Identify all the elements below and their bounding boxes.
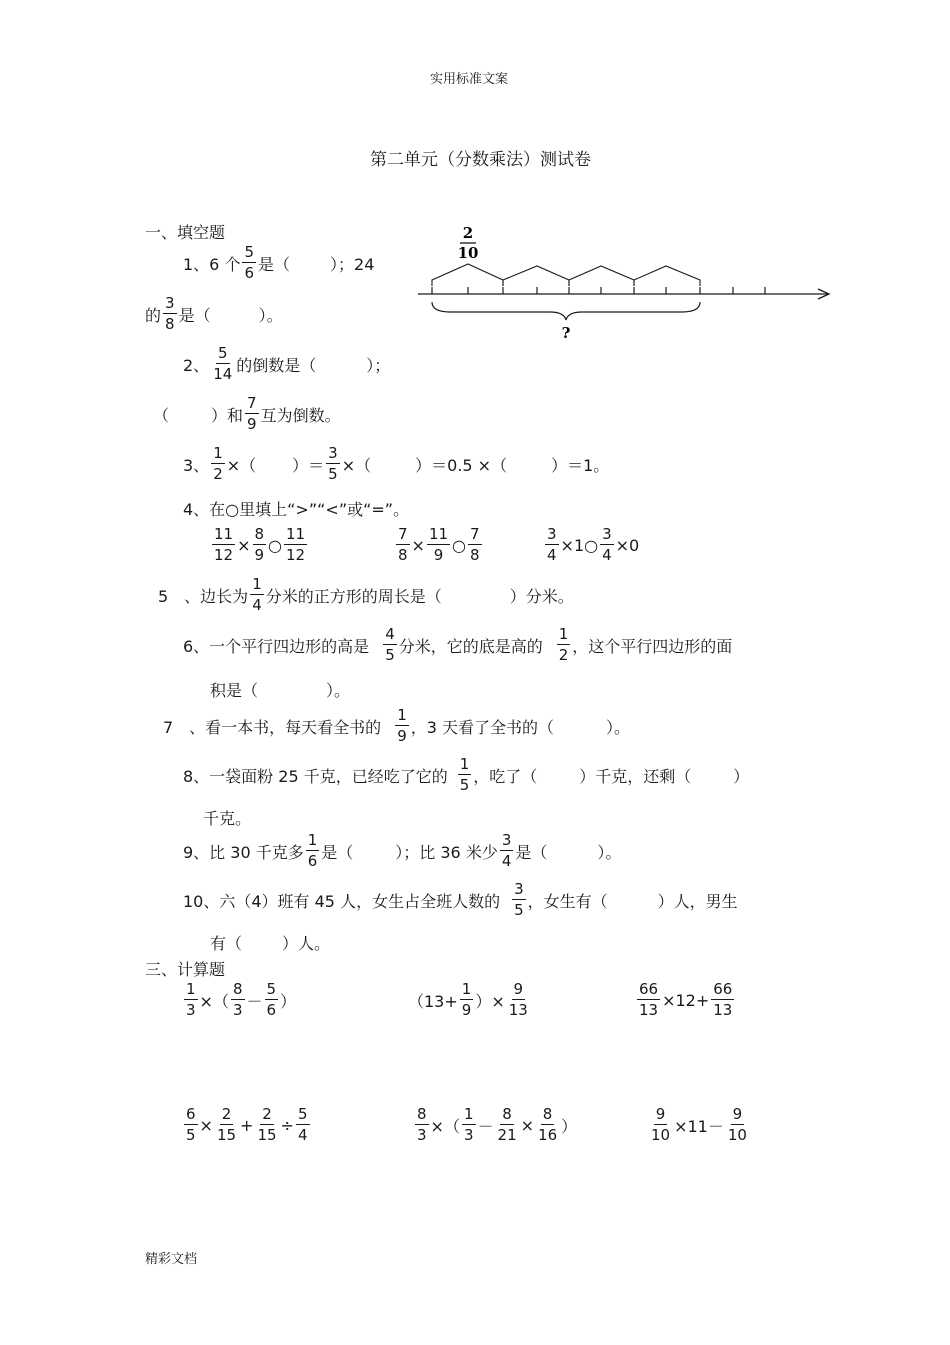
fraction-numerator: 8 [542, 1105, 553, 1123]
number-line-diagram [410, 220, 840, 345]
calc-6: $\frac{9}{10}$ ×11－ $\frac{9}{10}$ [651, 1105, 747, 1144]
fraction-numerator: 1 [213, 444, 223, 462]
question-2: 2、 $\frac{5}{14}$ 的倒数是（ ）； [183, 344, 391, 383]
fraction-denominator: 4 [297, 1126, 308, 1144]
fraction-denominator: 13 [639, 1001, 659, 1019]
calc-3: $\frac{66}{13}$ ×12+ $\frac{66}{13}$ [639, 980, 733, 1019]
fraction-numerator: 3 [328, 444, 338, 462]
fraction-numerator: 5 [266, 980, 277, 998]
fraction-numerator: 7 [470, 525, 480, 543]
number-line-brace [432, 302, 700, 320]
fraction-denominator: 12 [214, 546, 234, 564]
fraction [557, 627, 571, 663]
page-header: 实用标准文案 [430, 72, 509, 87]
fraction-numerator: 66 [713, 980, 733, 998]
fraction-denominator: 6 [307, 852, 318, 870]
fraction-numerator: 1 [397, 706, 407, 724]
fraction [600, 527, 614, 563]
calc-4: $\frac{6}{5}$ × $\frac{2}{15}$ + $\frac{2}{15}$ ÷ $\frac{5}{4}$ [186, 1105, 308, 1144]
page-footer: 精彩文档 [145, 1252, 198, 1267]
calc-1: $\frac{1}{3}$ ×（ $\frac{8}{3}$ － $\frac{5}{6}$ ） [186, 980, 297, 1019]
fraction [396, 527, 410, 563]
fraction-denominator: 4 [252, 596, 262, 614]
fraction-denominator: 3 [417, 1126, 427, 1144]
fraction-denominator: 5 [459, 776, 470, 794]
fraction [512, 882, 526, 918]
question-4-expr-1: $\frac{11}{12}$ × $\frac{8}{9}$ ○ $\frac{11}{12}$ [214, 525, 306, 564]
fraction [211, 446, 225, 482]
fraction-denominator: 13 [713, 1001, 733, 1019]
number-line-ticks [432, 287, 765, 294]
fraction-numerator: 2 [262, 1105, 272, 1123]
fraction-numerator: 11 [214, 525, 234, 543]
question-9: 9、比 30 千克多 $\frac{1}{6}$ 是（ ）；比 36 米少 $\frac{3}{4}$ 是（ ）。 [183, 831, 622, 870]
question-10: 10、六（4）班有 45 人，女生占全班人数的 $\frac{3}{5}$ ，女生有（ ）人，男生 [183, 880, 738, 919]
fraction [211, 346, 234, 382]
fraction-denominator: 9 [247, 415, 257, 433]
question-4: 4、在○里填上“>”“<”或“=”。 [183, 500, 410, 519]
fraction-numerator: 3 [514, 880, 524, 898]
fraction-denominator: 15 [216, 1126, 237, 1144]
section-calc-heading: 三、计算题 [145, 960, 226, 979]
fraction-denominator: 5 [514, 901, 524, 919]
fraction-numerator: 1 [463, 1105, 474, 1123]
fraction-denominator: 5 [328, 465, 338, 483]
compare-circle[interactable]: ○ [452, 535, 467, 555]
fraction [649, 1107, 672, 1143]
fraction-numerator: 66 [639, 980, 659, 998]
fraction [458, 757, 472, 793]
fraction-denominator: 8 [398, 546, 408, 564]
fraction-denominator: 21 [497, 1126, 517, 1144]
fraction-denominator: 14 [213, 365, 233, 383]
question-6-cont: 积是（ ）。 [210, 681, 351, 700]
fraction-numerator: 5 [217, 344, 228, 362]
fraction-numerator: 1 [252, 575, 262, 593]
number-line-hops [432, 264, 700, 286]
fraction [306, 833, 320, 869]
fraction [231, 982, 245, 1018]
fraction [326, 446, 340, 482]
fraction-numerator: 9 [732, 1105, 743, 1123]
question-1: 1、6 个 $\frac{5}{6}$ 是（ ）；24 [183, 243, 375, 282]
fraction-denominator: 9 [397, 727, 407, 745]
fraction-denominator: 12 [286, 546, 306, 564]
fraction-denominator: 15 [257, 1126, 277, 1144]
fraction [545, 527, 559, 563]
fraction [212, 527, 235, 563]
fraction-numerator: 7 [247, 394, 257, 412]
fraction-numerator: 8 [232, 980, 243, 998]
fraction-denominator: 9 [461, 1001, 472, 1019]
fraction [468, 527, 482, 563]
fraction-numerator: 3 [602, 525, 612, 543]
fraction-denominator: 4 [501, 852, 512, 870]
fraction-numerator: 8 [417, 1105, 427, 1123]
diagram-fraction-numerator: 2 [462, 224, 474, 242]
fraction [184, 982, 198, 1018]
fraction-numerator: 3 [547, 525, 557, 543]
fraction-numerator: 7 [398, 525, 408, 543]
fraction-numerator: 3 [501, 831, 512, 849]
fraction-denominator: 5 [186, 1126, 196, 1144]
fraction-numerator: 11 [428, 525, 449, 543]
calc-5: $\frac{8}{3}$ ×（ $\frac{1}{3}$ － $\frac{8}{21}$ × $\frac{8}{16}$ ） [417, 1105, 578, 1144]
fraction [500, 833, 514, 869]
fraction [255, 1107, 278, 1143]
fraction-numerator: 8 [502, 1105, 512, 1123]
question-8-cont: 千克。 [203, 809, 252, 828]
fraction [726, 1107, 749, 1143]
question-2-cont: （ ）和 $\frac{7}{9}$ 互为倒数。 [153, 394, 341, 433]
fraction-numerator: 1 [558, 625, 569, 643]
fraction-numerator: 1 [461, 980, 472, 998]
fraction [637, 982, 660, 1018]
question-4-expr-3: $\frac{3}{4}$ ×1○ $\frac{3}{4}$ ×0 [547, 525, 640, 564]
fraction-numerator: 5 [244, 243, 254, 261]
fraction-numerator: 11 [286, 525, 306, 543]
fraction [462, 1107, 476, 1143]
compare-circle[interactable]: ○ [268, 535, 283, 555]
fraction [415, 1107, 429, 1143]
fraction-denominator: 4 [547, 546, 557, 564]
fraction-denominator: 6 [266, 1001, 277, 1019]
fraction-numerator: 9 [655, 1105, 666, 1123]
fraction-denominator: 8 [470, 546, 480, 564]
diagram-fraction-denominator: 10 [457, 244, 479, 262]
fraction-denominator: 10 [727, 1126, 747, 1144]
fraction-numerator: 1 [307, 831, 318, 849]
fraction-denominator: 6 [244, 264, 254, 282]
fraction-denominator: 9 [254, 546, 265, 564]
fraction-numerator: 4 [385, 625, 395, 643]
fraction [184, 1107, 198, 1143]
question-3: 3、 $\frac{1}{2}$ ×（ ）＝ $\frac{3}{5}$ ×（ ）＝0.5 ×（ ）＝1。 [183, 444, 610, 483]
fraction [284, 527, 307, 563]
fraction-numerator: 6 [186, 1105, 196, 1123]
fraction-denominator: 3 [186, 1001, 196, 1019]
fraction [245, 396, 259, 432]
question-8: 8、一袋面粉 25 千克，已经吃了它的 $\frac{1}{5}$ ，吃了（ ）千克，还剩（ ） [183, 755, 750, 794]
fraction [265, 982, 279, 1018]
fraction-numerator: 5 [297, 1105, 308, 1123]
fraction [427, 527, 450, 563]
fraction-denominator: 5 [385, 646, 395, 664]
fraction-denominator: 2 [213, 465, 223, 483]
fraction [242, 245, 256, 281]
fraction-denominator: 3 [463, 1126, 474, 1144]
fraction [253, 527, 267, 563]
fraction-numerator: 8 [254, 525, 265, 543]
fraction [536, 1107, 559, 1143]
question-5: 5 、边长为 $\frac{1}{4}$ 分米的正方形的周长是（ ）分米。 [158, 575, 574, 614]
diagram-question-mark: ? [561, 324, 571, 342]
fraction [163, 296, 177, 332]
question-10-cont: 有（ ）人。 [210, 934, 331, 953]
fraction-numerator: 1 [459, 755, 470, 773]
fraction [507, 982, 530, 1018]
fraction-denominator: 3 [232, 1001, 243, 1019]
question-4-expr-2: $\frac{7}{8}$ × $\frac{11}{9}$ ○ $\frac{7}{8}$ [398, 525, 480, 564]
fraction-denominator: 2 [558, 646, 569, 664]
fraction [395, 708, 409, 744]
fraction-numerator: 3 [165, 294, 175, 312]
fraction [460, 982, 474, 1018]
fraction-denominator: 4 [602, 546, 612, 564]
fraction [496, 1107, 519, 1143]
fraction-denominator: 8 [165, 315, 175, 333]
section-fill-heading: 一、填空题 [145, 223, 226, 242]
fraction [711, 982, 734, 1018]
page-title: 第二单元（分数乘法）测试卷 [370, 150, 591, 170]
calc-2: （13+ $\frac{1}{9}$ ）× $\frac{9}{13}$ [408, 980, 528, 1019]
fraction-denominator: 16 [538, 1126, 558, 1144]
fraction [250, 577, 264, 613]
question-7: 7 、看一本书，每天看全书的 $\frac{1}{9}$ ，3 天看了全书的（ ）。 [163, 706, 631, 745]
fraction-numerator: 1 [186, 980, 196, 998]
question-1-cont: 的 $\frac{3}{8}$ 是（ ）。 [145, 294, 283, 333]
fraction-denominator: 9 [433, 546, 444, 564]
fraction-denominator: 10 [651, 1126, 671, 1144]
fraction [383, 627, 397, 663]
fraction-numerator: 9 [513, 980, 524, 998]
fraction-denominator: 13 [508, 1001, 528, 1019]
fraction-numerator: 2 [221, 1105, 232, 1123]
question-6: 6、一个平行四边形的高是 $\frac{4}{5}$ 分米，它的底是高的 $\frac{1}{2}$ ，这个平行四边形的面 [183, 625, 733, 664]
fraction [215, 1107, 238, 1143]
fraction [296, 1107, 310, 1143]
